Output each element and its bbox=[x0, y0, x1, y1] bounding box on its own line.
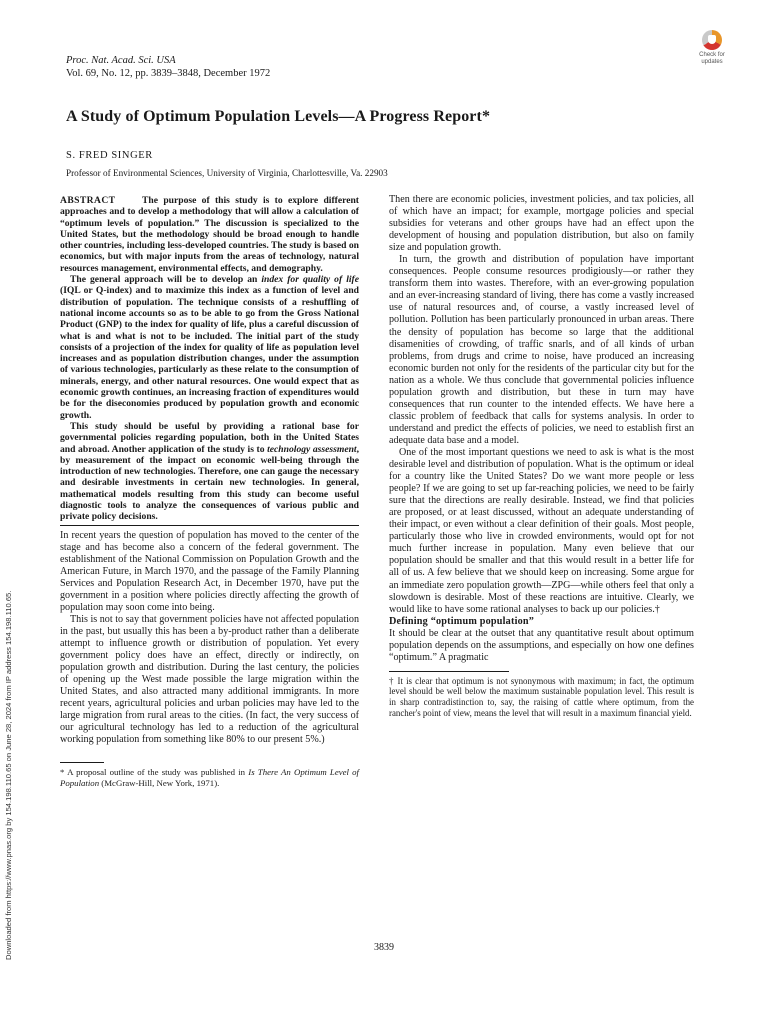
footnote-star-text-b: (McGraw-Hill, New York, 1971). bbox=[99, 778, 220, 789]
left-column bbox=[60, 195, 359, 789]
body-paragraph: This is not to say that government policies have not affected population in the past, but usually this has been a by-product rather than a deliberate attempt to influence growth or distribution of population. Yet every government policy does have an effect, directly or indirectly, on population growth and distribution. During the last century, the policies of opening up the West made possible the large migration within the United States, and also attracted many additional immigrants. In more recent years, agricultural policies and urban policies may have led to the large migration from rural areas to the cities. (In fact, the very success of our agricultural technology has led to a reduction of the agricultural working population from something like 80% to our present 5%.) bbox=[60, 613, 359, 746]
footnote-divider bbox=[60, 762, 104, 763]
footnote-star-text-a: * A proposal outline of the study was published in bbox=[60, 767, 249, 778]
journal-name: Proc. Nat. Acad. Sci. USA bbox=[66, 55, 176, 66]
abstract-emphasis-tech: technology assessment bbox=[267, 443, 357, 455]
footnote-star-book-title: Is There An Optimum Level of Population bbox=[60, 767, 360, 789]
check-for-updates-badge[interactable] bbox=[692, 30, 732, 66]
body-paragraph: One of the most important questions we need to ask is what is the most desirable level and distribution of population. What is the optimum or ideal for a country like the United States? Do we want more people or less people? If we are going to set up far-reaching policies, we need to be fairly sure that the directions are really desirable. Instead, we find that policies are proposed, or at least discussed, without an adequate understanding of their impact, or even without a clear definition of their goals. Most people, particularly those who live in crowded environments, would opt for not much further increase in population. Many even believe that our population should be smaller and that this would result in a better life for all of us. A few believe that we should keep on increasing. Some argue for an immediate zero population growth—ZPG—while others feel that only a slowdown is desirable. Most of these reactions are intuitive. Clearly, we would like to have some rational analyses to back up our policies.† bbox=[389, 446, 694, 615]
abstract-text-3b: , by measurement of the impact on economic well-being through the introduction of new technologies. Therefore, one can gauge the necessary and desirable investments in certain new technologies. In general, mathematical models resulting from this study can become useful diagnostic tools to analyze the consequences of various public and private policy decisions. bbox=[60, 443, 359, 523]
footnote-star bbox=[60, 767, 359, 789]
abstract-text-2a: The general approach will be to develop an bbox=[70, 274, 262, 286]
abstract-paragraph-2 bbox=[60, 274, 359, 421]
intro-body bbox=[60, 530, 359, 747]
abstract bbox=[60, 195, 359, 523]
author-affiliation: Professor of Environmental Sciences, University of Virginia, Charlottesville, Va. 22903 bbox=[66, 168, 388, 178]
body-paragraph: Then there are economic policies, investment policies, and tax policies, all of which have an impact; for example, mortgage policies and special subsidies for veterans and other groups have had an effect upon the development of housing and population distribution, but also on family size and population growth. bbox=[389, 194, 694, 254]
right-column bbox=[389, 194, 694, 718]
badge-label-2: updates bbox=[701, 59, 723, 65]
section-heading: Defining “optimum population” bbox=[389, 615, 535, 627]
footnote-dagger: † It is clear that optimum is not synonymous with maximum; in fact, the optimum level should be well below the maximum sustainable population level. This result is in sharp contradistinction to, say, the raising of cattle where optimum, from the rancher's point of view, means the level that will result in a maximum financial yield. bbox=[389, 675, 694, 718]
abstract-divider bbox=[60, 525, 359, 526]
abstract-paragraph-1 bbox=[60, 195, 359, 274]
page-number: 3839 bbox=[374, 942, 394, 953]
body-paragraph: It should be clear at the outset that any quantitative result about optimum population depends on the assumptions, and especially on how one defines “optimum.” A pragmatic bbox=[389, 627, 694, 663]
abstract-text-3a: This study should be useful by providing a rational base for governmental policies regarding population, both in the United States and abroad. Another application of the study is to bbox=[60, 420, 359, 455]
abstract-label: ABSTRACT bbox=[60, 195, 116, 206]
abstract-text-1: The purpose of this study is to explore different approaches and to develop a methodology that will allow a calculation of “optimum levels of population.” The discussion is specialized to the United States, but the methodology should be broad enough to handle other countries, including less-developed countries. The study is based on economics, but with major inputs from the areas of technology, natural resources management, environmental effects, and demography. bbox=[60, 195, 359, 274]
journal-header bbox=[66, 54, 270, 80]
volume-line: Vol. 69, No. 12, pp. 3839–3848, December 1972 bbox=[66, 68, 271, 79]
paper-title: A Study of Optimum Population Levels—A Progress Report* bbox=[66, 108, 491, 125]
author-name: S. FRED SINGER bbox=[66, 150, 153, 161]
abstract-text-2b: (IQL or Q-index) and to maximize this index as a function of level and distribution of population. The technique consists of a reshuffling of national income accounts so as to be able to go from the Gross National Product (GNP) to the index for quality of life, plus a careful discussion of what is and what is not to be included. The initial part of the study consists of a projection of the index for quality of life as population level increases and as population distribution changes, under the assumption of various technologies, particularly as these relate to the consumption of minerals, energy, and other natural resources. One would expect that as economic growth continues, an increasing fraction of expenditures would be for the diseconomies produced by population growth and economic growth. bbox=[60, 285, 359, 421]
abstract-emphasis-iql: index for quality of life bbox=[261, 274, 359, 286]
body-paragraph: In turn, the growth and distribution of population have important consequences. People consume resources prodigiously—or rather they transform them into wastes. Therefore, with an ever-growing population and an ever-increasing standard of living, there has come a vastly increased use of natural resources and, of course, a vastly increased level of pollution. Pollution has been particularly pronounced in urban areas. There the density of population has become so large that the additional disamenities of crowding, of traffic snarls, and of all kinds of urban problems, from drugs and crime to noise, have produced an increasing economic burden not only for the residents of the particular city but for the nation as a whole. We thus conclude that governmental policies influence population growth and distribution, but these in turn may have consequences that run counter to the intended effects. We have here a classic problem of feedback that calls for systems analysis. In order to understand and predict the effects of policies, we need to establish first an adequate data base and a model. bbox=[389, 254, 694, 446]
crossmark-icon bbox=[702, 30, 722, 50]
abstract-paragraph-3 bbox=[60, 421, 359, 523]
footnote-divider bbox=[389, 671, 509, 672]
body-paragraph: In recent years the question of population has moved to the center of the stage and has become also a concern of the federal government. The establishment of the National Commission on Population Growth and the American Future, in March 1970, and the passage of the Family Planning Services and Population Research Act, in December 1970, have put the government in a position where policies directly affecting the growth of population may soon come into being. bbox=[60, 529, 359, 613]
download-watermark: Downloaded from https://www.pnas.org by 154.198.110.65 on June 28, 2024 from IP address 154.198.110.65. bbox=[4, 590, 13, 960]
badge-label-1: Check for bbox=[699, 52, 725, 58]
